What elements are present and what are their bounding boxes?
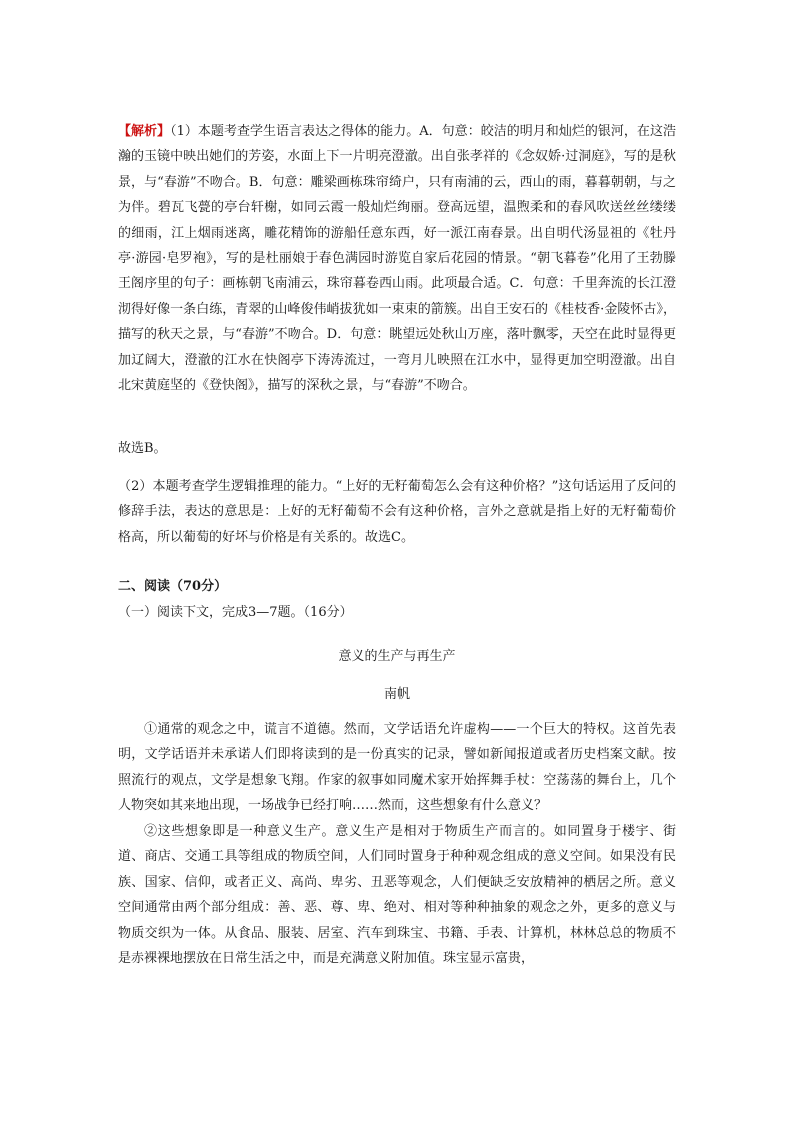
answer-choice-1: 故选B。 <box>118 441 167 456</box>
analysis-tag: 【解析】 <box>118 124 171 139</box>
analysis-part1-paragraph <box>118 119 676 398</box>
article-title: 意义的生产与再生产 <box>338 649 456 664</box>
analysis-part1-text: （1）本题考查学生语言表达之得体的能力。A．句意：皎洁的明月和灿烂的银河，在这浩瀚的玉镜中映出她们的芳姿，水面上下一片明亮澄澈。出自张孝祥的《念奴娇·过洞庭》，写的是秋景，与“春游”不吻合。B．句意：雕梁画栋珠帘绮户，只有南浦的云，西山的雨，暮暮朝朝，与之为伴。碧瓦飞甍的亭台轩榭，如同云霞一般灿烂绚丽。登高远望，温煦柔和的春风吹送丝丝缕缕的细雨，江上烟雨迷离，雕花精饰的游船任意东西，好一派江南春景。出自明代汤显祖的《牡丹亭·游园·皂罗袍》，写的是杜丽娘于春色满园时游览自家后花园的情景。“朝飞暮卷”化用了王勃滕王阁序里的句子：画栋朝飞南浦云，珠帘暮卷西山雨。此项最合适。C．句意：千里奔流的长江澄沏得好像一条白练，青翠的山峰俊伟峭拔犹如一束束的箭簇。出自王安石的《桂枝香·金陵怀古》，描写的秋天之景，与“春游”不吻合。D．句意：眺望远处秋山万座，落叶飘零，天空在此时显得更加辽阔大，澄澈的江水在快阁亭下涛涛流过，一弯月儿映照在江水中，显得更加空明澄澈。出自北宋黄庭坚的《登快阁》，描写的深秋之景，与“春游”不吻合。 <box>118 124 676 394</box>
article-author: 南帆 <box>383 687 410 702</box>
section-subheading: （一）阅读下文，完成3—7题。（16分） <box>118 605 353 620</box>
analysis-part2-paragraph: （2）本题考查学生逻辑推理的能力。“上好的无籽葡萄怎么会有这种价格？”这句话运用了反问的修辞手法，表达的意思是：上好的无籽葡萄不会有这种价格，言外之意就是指上好的无籽葡萄价格高，所以葡萄的好坏与价格是有关系的。故选C。 <box>118 479 676 545</box>
article-paragraph-1: ①通常的观念之中，谎言不道德。然而，文学话语允许虚构——一个巨大的特权。这首先表明，文学话语并未承诺人们即将读到的是一份真实的记录，譬如新闻报道或者历史档案文献。按照流行的观点，文学是想象飞翔。作家的叙事如同魔术家开始挥舞手杖：空荡荡的舞台上，几个人物突如其来地出现，一场战争已经打响……然而，这些想象有什么意义？ <box>118 722 676 814</box>
section-heading: 二、阅读（70分） <box>118 579 228 594</box>
article-paragraph-2: ②这些想象即是一种意义生产。意义生产是相对于物质生产而言的。如同置身于楼宇、街道、商店、交通工具等组成的物质空间，人们同时置身于种种观念组成的意义空间。如果没有民族、国家、信仰，或者正义、高尚、卑劣、丑恶等观念，人们便缺乏安放精神的栖居之所。意义空间通常由两个部分组成：善、恶、尊、卑、绝对、相对等种种抽象的观念之外，更多的意义与物质交织为一体。从食品、服装、居室、汽车到珠宝、书籍、手表、计算机，林林总总的物质不是赤裸裸地摆放在日常生活之中，而是充满意义附加值。珠宝显示富贵， <box>118 824 676 967</box>
